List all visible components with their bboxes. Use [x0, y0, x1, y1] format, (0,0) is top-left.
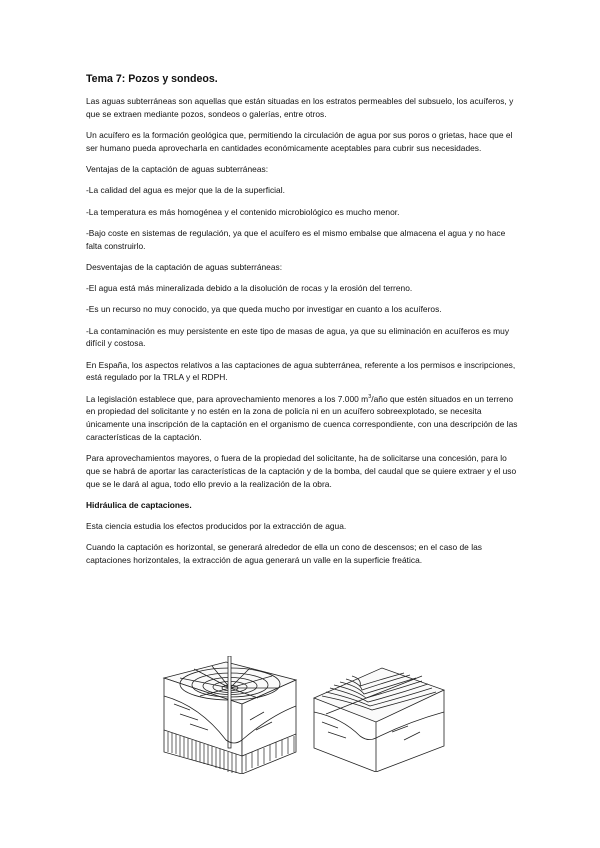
paragraph-aguas-subterraneas: Las aguas subterráneas son aquellas que están situadas en los estratos permeables del subsuelo, los acuíferos, y que se extraen mediante pozos, sondeos o galerías, entre otros.	[86, 96, 514, 119]
paragraph-desventaja-mineralizada: -El agua está más mineralizada debido a la disolución de rocas y la erosión del terreno.	[86, 283, 413, 294]
legislacion-text-a: La legislación establece que, para aprovechamiento menores a los 7.000 m	[86, 393, 369, 404]
cubic-superscript: 3	[368, 393, 372, 400]
document-page	[86, 72, 518, 575]
figures-row	[0, 656, 600, 776]
paragraph-legislacion	[86, 393, 518, 444]
paragraph-aprovechamientos: Para aprovechamientos mayores, o fuera de la propiedad del solicitante, ha de solicitarse una concesión, para lo que se habrá de aportar las características de la captación y de la bomba, del caudal que se quiere extraer y el uso que se le dará al agua, todo ello previo a la realización de la obra.	[86, 453, 517, 489]
paragraph-acuifero: Un acuífero es la formación geológica que, permitiendo la circulación de agua por sus poros o grietas, hace que el ser humano pueda aprovecharla en cantidades económicamente aceptables para cubrir sus necesidades.	[86, 130, 513, 153]
paragraph-ciencia: Esta ciencia estudia los efectos producidos por la extracción de agua.	[86, 520, 347, 531]
well-cone-of-depression-diagram-icon	[160, 656, 300, 774]
paragraph-desventaja-contaminacion: -La contaminación es muy persistente en este tipo de masas de agua, ya que su eliminación en acuíferos es muy difícil y costosa.	[86, 325, 510, 349]
paragraph-desventajas-heading: Desventajas de la captación de aguas subterráneas:	[86, 261, 283, 272]
paragraph-ventaja-calidad: -La calidad del agua es mejor que la de la superficial.	[86, 185, 285, 196]
paragraph-espana: En España, los aspectos relativos a las captaciones de agua subterránea, referente a los permisos e inscripciones, está regulado por la TRLA y el RDPH.	[86, 359, 516, 383]
paragraph-ventajas-heading: Ventajas de la captación de aguas subterráneas:	[86, 164, 269, 174]
horizontal-drain-valley-diagram-icon	[312, 662, 446, 772]
paragraph-ventaja-temperatura: -La temperatura es más homogénea y el contenido microbiológico es mucho menor.	[86, 206, 400, 217]
paragraph-captacion-horizontal: Cuando la captación es horizontal, se generará alrededor de ella un cono de descensos; en el caso de las captaciones horizontales, la extracción de agua generará un valle en la superficie freática.	[86, 542, 482, 565]
paragraph-ventaja-coste: -Bajo coste en sistemas de regulación, ya que el acuífero es el mismo embalse que almacena el agua y no hace falta construirlo.	[86, 227, 506, 251]
section-heading-hidraulica: Hidráulica de captaciones.	[86, 499, 192, 510]
paragraph-desventaja-conocido: -Es un recurso no muy conocido, ya que queda mucho por investigar en cuanto a los acuíferos.	[86, 304, 442, 315]
document-title: Tema 7: Pozos y sondeos.	[86, 73, 218, 85]
legislacion-text-b: /año que estén situados en un terreno en propiedad del solicitante y no estén en la zona de policía ni en un acuífero sobreexplotado, se necesita únicamente una inscripción de la captación en el organismo de cuenca correspondiente, con una descripción de las características de la captación.	[86, 393, 518, 442]
